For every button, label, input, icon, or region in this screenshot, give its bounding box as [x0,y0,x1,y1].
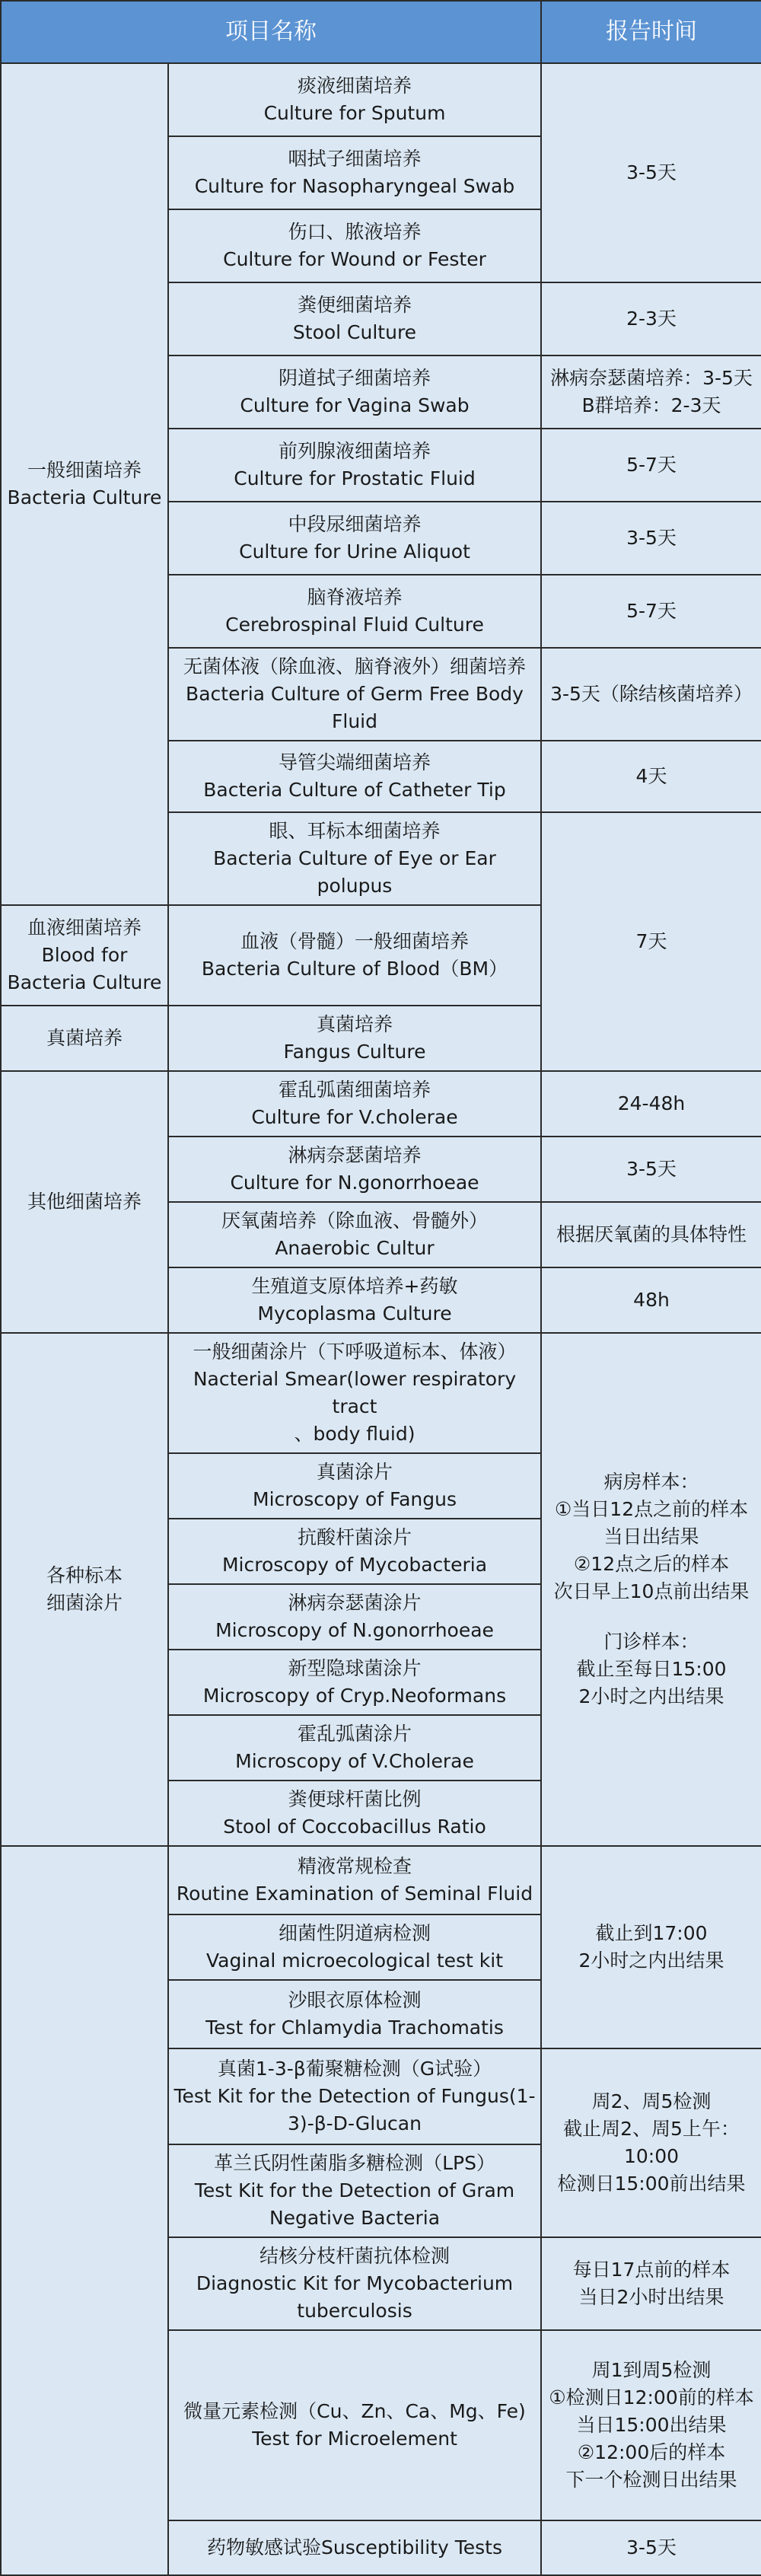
item-smear-vchol: 霍乱弧菌涂片 Microscopy of V.Cholerae [168,1715,541,1781]
time-cell-micro: 周1到周5检测 ①检测日12:00前的样本 当日15:00出结果 ②12:00后的样本 下一个检测日出结果 [541,2330,761,2520]
item-lps: 革兰氏阴性菌脂多糖检测（LPS） Test Kit for the Detection of Gram Negative Bacteria [168,2144,541,2237]
table-header-row [1,1,761,63]
item-tb: 结核分枝杆菌抗体检测 Diagnostic Kit for Mycobacterium tuberculosis [168,2237,541,2330]
time-cell: 7天 [541,812,761,1071]
group-fungus-culture: 真菌培养 [1,1006,168,1071]
group-bacteria-culture: 一般细菌培养 Bacteria Culture [1,63,168,905]
item-smear-fungus: 真菌涂片 Microscopy of Fangus [168,1453,541,1519]
item-susceptibility: 药物敏感试验Susceptibility Tests [168,2520,541,2575]
item-smear-crypto: 新型隐球菌涂片 Microscopy of Cryp.Neoformans [168,1650,541,1715]
group-blood-culture: 血液细菌培养 Blood for Bacteria Culture [1,905,168,1006]
item-semen: 精液常规检查 Routine Examination of Seminal Fluid [168,1846,541,1914]
item-microelement: 微量元素检测（Cu、Zn、Ca、Mg、Fe) Test for Microelement [168,2330,541,2520]
time-cell-glucan: 周2、周5检测 截止周2、周5上午： 10:00 检测日15:00前出结果 [541,2048,761,2237]
table-row [1,1333,761,1453]
time-cell: 24-48h [541,1071,761,1137]
header-report-time: 报告时间 [541,1,761,63]
time-cell: 3-5天 [541,502,761,575]
item-vcholerae: 霍乱弧菌细菌培养 Culture for V.cholerae [168,1071,541,1137]
table-row [1,63,761,136]
group-other-tests [1,1846,168,2575]
time-cell: 3-5天（除结核菌培养） [541,648,761,741]
table-row [1,1071,761,1137]
item-germfree: 无菌体液（除血液、脑脊液外）细菌培养 Bacteria Culture of Germ Free Body Fluid [168,648,541,741]
group-other-culture: 其他细菌培养 [1,1071,168,1333]
header-item-name: 项目名称 [1,1,541,63]
item-csf: 脑脊液培养 Cerebrospinal Fluid Culture [168,575,541,648]
item-smear-acid: 抗酸杆菌涂片 Microscopy of Mycobacteria [168,1519,541,1584]
item-urine: 中段尿细菌培养 Culture for Urine Aliquot [168,502,541,575]
time-cell: 48h [541,1267,761,1333]
item-naso: 咽拭子细菌培养 Culture for Nasopharyngeal Swab [168,136,541,209]
item-smear-general: 一般细菌涂片（下呼吸道标本、体液） Nacterial Smear(lower respiratory tract 、body fluid) [168,1333,541,1453]
time-cell-tb: 每日17点前的样本 当日2小时出结果 [541,2237,761,2330]
group-smear: 各种标本 细菌涂片 [1,1333,168,1846]
time-cell: 根据厌氧菌的具体特性 [541,1202,761,1267]
item-glucan: 真菌1-3-β葡聚糖检测（G试验） Test Kit for the Detection of Fungus(1- 3)-β-D-Glucan [168,2048,541,2144]
item-eye-ear: 眼、耳标本细菌培养 Bacteria Culture of Eye or Ear polupus [168,812,541,905]
item-mycoplasma: 生殖道支原体培养+药敏 Mycoplasma Culture [168,1267,541,1333]
item-anaerobic: 厌氧菌培养（除血液、骨髓外） Anaerobic Cultur [168,1202,541,1267]
item-wound: 伤口、脓液培养 Culture for Wound or Fester [168,209,541,282]
item-chlamydia: 沙眼衣原体检测 Test for Chlamydia Trachomatis [168,1980,541,2048]
time-cell-semen: 截止到17:00 2小时之内出结果 [541,1846,761,2048]
item-stool: 粪便细菌培养 Stool Culture [168,282,541,355]
item-vagina: 阴道拭子细菌培养 Culture for Vagina Swab [168,355,541,429]
time-cell: 淋病奈瑟菌培养：3-5天 B群培养：2-3天 [541,355,761,429]
item-ngono: 淋病奈瑟菌培养 Culture for N.gonorrhoeae [168,1137,541,1202]
time-cell: 3-5天 [541,1137,761,1202]
time-cell-smear: 病房样本： ①当日12点之前的样本 当日出结果 ②12点之后的样本 次日早上10点前出结果 门诊样本： 截止至每日15:00 2小时之内出结果 [541,1333,761,1846]
time-cell: 2-3天 [541,282,761,355]
time-cell: 5-7天 [541,575,761,648]
item-vaginal-eco: 细菌性阴道病检测 Vaginal microecological test kit [168,1914,541,1980]
table-row [1,1846,761,1914]
item-smear-stool: 粪便球杆菌比例 Stool of Coccobacillus Ratio [168,1781,541,1846]
item-catheter: 导管尖端细菌培养 Bacteria Culture of Catheter Tip [168,741,541,812]
time-cell: 3-5天 [541,63,761,282]
item-smear-ngono: 淋病奈瑟菌涂片 Microscopy of N.gonorrhoeae [168,1584,541,1650]
time-cell: 4天 [541,741,761,812]
item-prostatic: 前列腺液细菌培养 Culture for Prostatic Fluid [168,429,541,502]
time-cell: 3-5天 [541,2520,761,2575]
item-fungus: 真菌培养 Fangus Culture [168,1006,541,1071]
time-cell: 5-7天 [541,429,761,502]
item-sputum: 痰液细菌培养 Culture for Sputum [168,63,541,136]
item-blood: 血液（骨髓）一般细菌培养 Bacteria Culture of Blood（BM） [168,905,541,1006]
